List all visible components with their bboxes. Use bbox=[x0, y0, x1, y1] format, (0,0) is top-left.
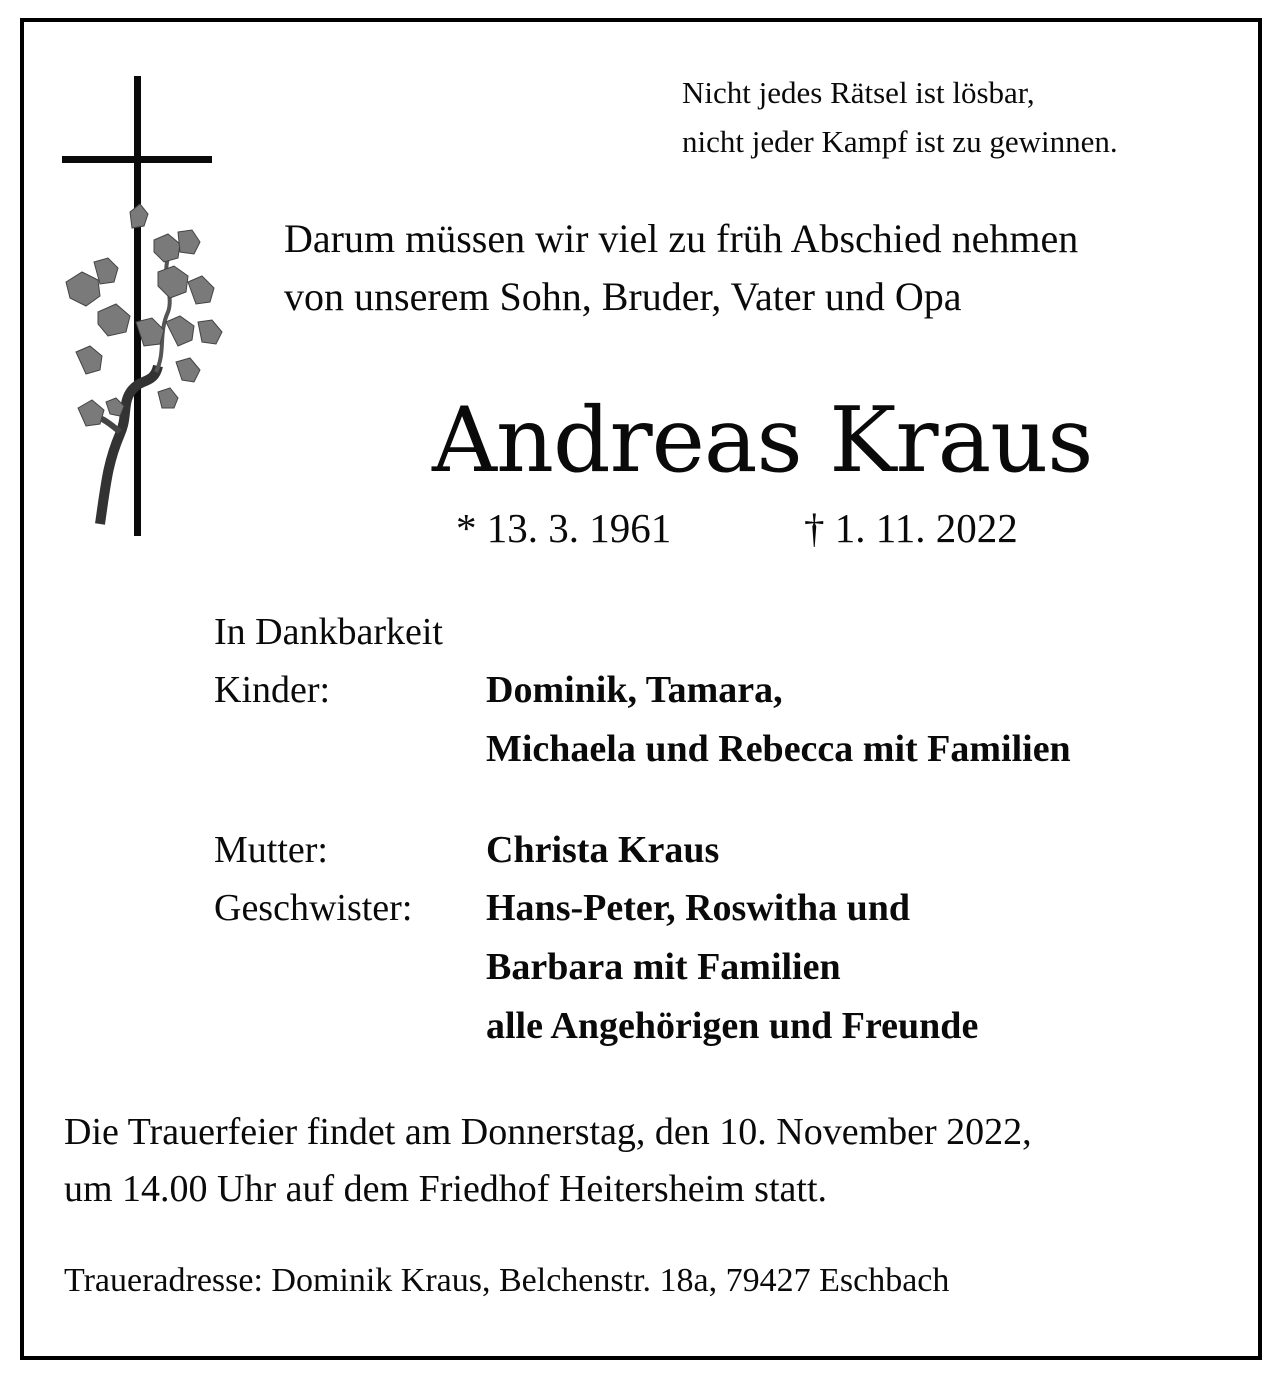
cross-with-vine-icon bbox=[58, 72, 238, 542]
intro-line-2: von unserem Sohn, Bruder, Vater und Opa bbox=[284, 274, 962, 319]
service-line-1: Die Trauerfeier findet am Donnerstag, den 10. November 2022, bbox=[64, 1111, 1032, 1153]
gratitude-text: In Dankbarkeit bbox=[214, 611, 443, 653]
siblings-label: Geschwister: bbox=[214, 887, 413, 929]
children-label: Kinder: bbox=[214, 669, 331, 711]
motto-line-2: nicht jeder Kampf ist zu gewinnen. bbox=[682, 124, 1118, 159]
deceased-name: Andreas Kraus bbox=[432, 388, 1093, 493]
mother-name: Christa Kraus bbox=[486, 829, 720, 871]
mother-label: Mutter: bbox=[214, 829, 328, 871]
siblings-line-3: alle Angehörigen und Freunde bbox=[486, 1005, 979, 1047]
siblings-line-2: Barbara mit Familien bbox=[486, 946, 841, 988]
siblings-line-1: Hans-Peter, Roswitha und bbox=[486, 887, 911, 929]
death-date: † 1. 11. 2022 bbox=[804, 505, 1018, 551]
mourning-address: Traueradresse: Dominik Kraus, Belchenstr. 18a, 79427 Eschbach bbox=[64, 1262, 950, 1299]
children-line-1: Dominik, Tamara, bbox=[486, 669, 783, 711]
birth-date: * 13. 3. 1961 bbox=[456, 505, 672, 551]
children-line-2: Michaela und Rebecca mit Familien bbox=[486, 728, 1071, 770]
motto-line-1: Nicht jedes Rätsel ist lösbar, bbox=[682, 75, 1035, 110]
service-line-2: um 14.00 Uhr auf dem Friedhof Heitersheim statt. bbox=[64, 1168, 828, 1210]
intro-line-1: Darum müssen wir viel zu früh Abschied nehmen bbox=[284, 216, 1079, 261]
